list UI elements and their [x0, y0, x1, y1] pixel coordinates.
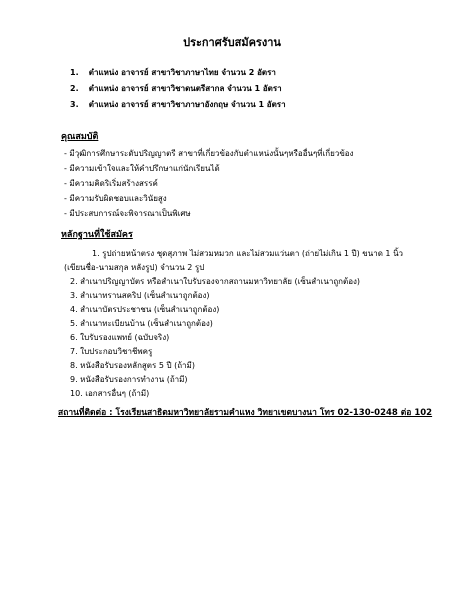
qualification-item: - มีความคิดริเริ่มสร้างสรรค์ — [64, 179, 158, 188]
qualifications-list — [64, 146, 454, 221]
position-item — [70, 65, 450, 81]
document-item: 1. รูปถ่ายหน้าตรง ชุดสุภาพ ไม่สวมหมวก และไม่สวมแว่นตา (ถ่ายไม่เกิน 1 ปี) ขนาด 1 นิ้ว — [92, 249, 404, 258]
qualification-item: - มีวุฒิการศึกษาระดับปริญญาตรี สาขาที่เกี่ยวข้องกับตำแหน่งนั้นๆหรืออื่นๆที่เกี่ยวข้อง — [64, 149, 354, 158]
document-item: 6. ใบรับรองแพทย์ (ฉบับจริง) — [70, 333, 170, 342]
document-item: 3. สำเนาทรานสคริป (เซ็นสำเนาถูกต้อง) — [70, 291, 210, 300]
document-item: 10. เอกสารอื่นๆ (ถ้ามี) — [70, 389, 150, 398]
document-item: 7. ใบประกอบวิชาชีพครู — [70, 347, 153, 356]
position-number: 2. — [70, 84, 79, 93]
contact-info: สถานที่ติดต่อ : โรงเรียนสาธิตมหาวิทยาลัยรามคำแหง วิทยาเขตบางนา โทร 02-130-0248 ต่อ 102 — [58, 408, 433, 418]
qualifications-heading: คุณสมบัติ — [61, 132, 99, 142]
position-item — [70, 97, 450, 113]
documents-list — [64, 247, 454, 401]
position-number: 1. — [70, 68, 79, 77]
qualification-item: - มีความเข้าใจและให้คำปรึกษาแก่นักเรียนได้ — [64, 164, 220, 173]
documents-heading: หลักฐานที่ใช้สมัคร — [61, 230, 133, 240]
document-item: 5. สำเนาทะเบียนบ้าน (เซ็นสำเนาถูกต้อง) — [70, 319, 213, 328]
document-item: 8. หนังสือรับรองหลักสูตร 5 ปี (ถ้ามี) — [70, 361, 195, 370]
document-item: 9. หนังสือรับรองการทำงาน (ถ้ามี) — [70, 375, 188, 384]
position-text: ตำแหน่ง อาจารย์ สาขาวิชาดนตรีสากล จำนวน 1 อัตรา — [88, 84, 282, 93]
qualification-item: - มีประสบการณ์จะพิจารณาเป็นพิเศษ — [64, 209, 191, 218]
position-item — [70, 81, 450, 97]
position-text: ตำแหน่ง อาจารย์ สาขาวิชาภาษาอังกฤษ จำนวน 1 อัตรา — [88, 100, 286, 109]
qualification-item: - มีความรับผิดชอบและวินัยสูง — [64, 194, 167, 203]
document-item-continuation: (เขียนชื่อ-นามสกุล หลังรูป) จำนวน 2 รูป — [64, 263, 205, 272]
position-number: 3. — [70, 100, 79, 109]
positions-list — [70, 65, 450, 113]
document-item: 4. สำเนาบัตรประชาชน (เซ็นสำเนาถูกต้อง) — [70, 305, 220, 314]
document-item: 2. สำเนาปริญญาบัตร หรือสำเนาใบรับรองจากสถานมหาวิทยาลัย (เซ็นสำเนาถูกต้อง) — [70, 277, 361, 286]
page-title: ประกาศรับสมัครงาน — [183, 36, 281, 49]
position-text: ตำแหน่ง อาจารย์ สาขาวิชาภาษาไทย จำนวน 2 อัตรา — [88, 68, 276, 77]
